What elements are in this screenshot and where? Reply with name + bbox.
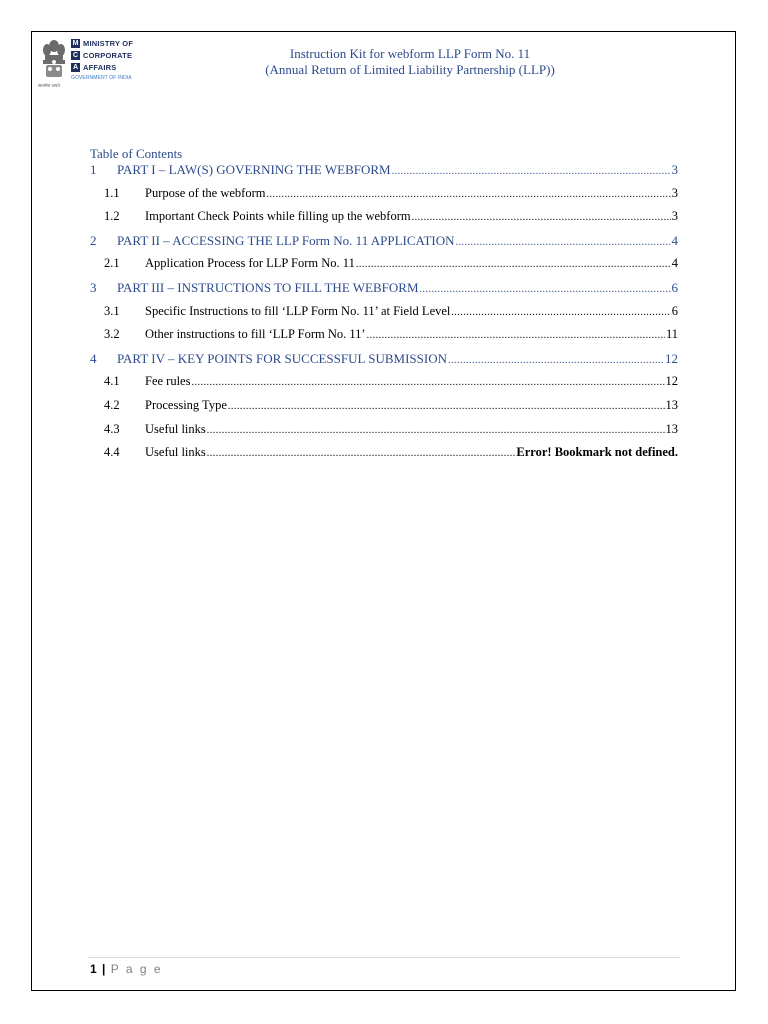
toc-dot-leader (356, 256, 671, 271)
table-of-contents (90, 162, 678, 469)
toc-entry-number: 4.1 (104, 374, 120, 389)
toc-entry-title: Purpose of the webform (145, 185, 266, 200)
toc-entry[interactable] (90, 351, 678, 375)
toc-entry-title: PART IV – KEY POINTS FOR SUCCESSFUL SUBMISSION (117, 350, 447, 366)
document-header-title (200, 46, 620, 78)
toc-entry-title: PART II – ACCESSING THE LLP Form No. 11 APPLICATION (117, 232, 455, 248)
toc-entry[interactable] (90, 327, 678, 351)
logo-letter-c: C (72, 52, 79, 59)
toc-entry-number: 2 (90, 232, 97, 248)
toc-entry-page: 4 (671, 232, 678, 248)
logo-line-corporate (71, 50, 161, 61)
toc-entry[interactable] (90, 209, 678, 233)
toc-entry[interactable] (90, 256, 678, 280)
toc-entry-title: Processing Type (145, 397, 227, 412)
toc-entry-page: 12 (665, 350, 678, 366)
logo-line-affairs (71, 62, 161, 73)
toc-entry[interactable] (90, 374, 678, 398)
logo-word-ministry: MINISTRY OF (83, 38, 134, 48)
logo-letter-m: M (72, 40, 79, 47)
footer-page-number: 1 (90, 962, 97, 976)
toc-entry[interactable] (90, 186, 678, 210)
toc-entry-page: 11 (665, 327, 678, 342)
toc-entry-number: 1.2 (104, 209, 120, 224)
government-of-india-label: GOVERNMENT OF INDIA (71, 75, 132, 81)
toc-entry-number: 3.1 (104, 303, 120, 318)
toc-dot-leader (420, 280, 671, 296)
toc-entry-number: 1.1 (104, 185, 120, 200)
toc-dot-leader (266, 186, 670, 201)
toc-entry[interactable] (90, 422, 678, 446)
logo-word-affairs: AFFAIRS (83, 62, 117, 72)
logo-word-corporate: CORPORATE (83, 50, 133, 60)
header-title-line2: (Annual Return of Limited Liability Partnership (LLP)) (265, 62, 555, 77)
header-title-line1: Instruction Kit for webform LLP Form No. 11 (289, 46, 531, 61)
toc-entry-number: 4.3 (104, 421, 120, 436)
emblem-caption: सत्यमेव जयते (38, 83, 60, 88)
toc-entry-number: 3 (90, 279, 97, 295)
footer-separator: | (102, 962, 106, 976)
toc-dot-leader (456, 233, 671, 249)
toc-entry-page: 12 (665, 374, 678, 389)
toc-entry-number: 4.2 (104, 397, 120, 412)
toc-entry-page: 4 (671, 256, 678, 271)
toc-dot-leader (207, 422, 665, 437)
footer-divider (88, 957, 680, 958)
toc-entry-page: 6 (671, 279, 678, 295)
toc-entry[interactable] (90, 280, 678, 304)
toc-entry[interactable] (90, 398, 678, 422)
logo-line-ministry (71, 38, 161, 49)
toc-entry-title: Useful links (145, 421, 206, 436)
logo-letter-a: A (72, 64, 79, 71)
toc-entry-number: 1 (90, 162, 97, 177)
national-emblem-icon (40, 38, 68, 82)
toc-entry-number: 3.2 (104, 327, 120, 342)
toc-entry[interactable] (90, 445, 678, 469)
page-footer (90, 962, 163, 976)
toc-heading: Table of Contents (90, 146, 183, 161)
toc-dot-leader (191, 374, 664, 389)
toc-entry-title: PART III – INSTRUCTIONS TO FILL THE WEBFORM (117, 279, 419, 295)
toc-entry[interactable] (90, 233, 678, 257)
toc-entry-page: Error! Bookmark not defined. (516, 445, 678, 460)
toc-entry-title: Important Check Points while filling up the webform (145, 209, 411, 224)
toc-entry-title: PART I – LAW(S) GOVERNING THE WEBFORM (117, 162, 391, 177)
toc-entry-page: 6 (671, 303, 678, 318)
toc-entry-page: 3 (671, 185, 678, 200)
toc-entry-number: 4 (90, 350, 97, 366)
toc-entry-number: 2.1 (104, 256, 120, 271)
toc-dot-leader (392, 162, 671, 178)
toc-entry-title: Other instructions to fill ‘LLP Form No. 11’ (145, 327, 366, 342)
toc-entry[interactable] (90, 304, 678, 328)
toc-entry-title: Application Process for LLP Form No. 11 (145, 256, 355, 271)
toc-dot-leader (207, 445, 516, 460)
toc-entry[interactable] (90, 162, 678, 186)
toc-entry-title: Fee rules (145, 374, 191, 389)
toc-dot-leader (367, 327, 665, 342)
toc-entry-page: 3 (671, 162, 678, 177)
toc-entry-page: 13 (665, 421, 678, 436)
ministry-logo (71, 38, 161, 90)
toc-dot-leader (448, 351, 664, 367)
toc-entry-page: 13 (665, 397, 678, 412)
toc-entry-title: Useful links (145, 445, 206, 460)
toc-dot-leader (228, 398, 665, 413)
toc-entry-number: 4.4 (104, 445, 120, 460)
toc-dot-leader (412, 209, 671, 224)
toc-entry-page: 3 (671, 209, 678, 224)
toc-entry-title: Specific Instructions to fill ‘LLP Form No. 11’ at Field Level (145, 303, 451, 318)
footer-page-label: P a g e (110, 962, 163, 976)
toc-dot-leader (451, 304, 670, 319)
